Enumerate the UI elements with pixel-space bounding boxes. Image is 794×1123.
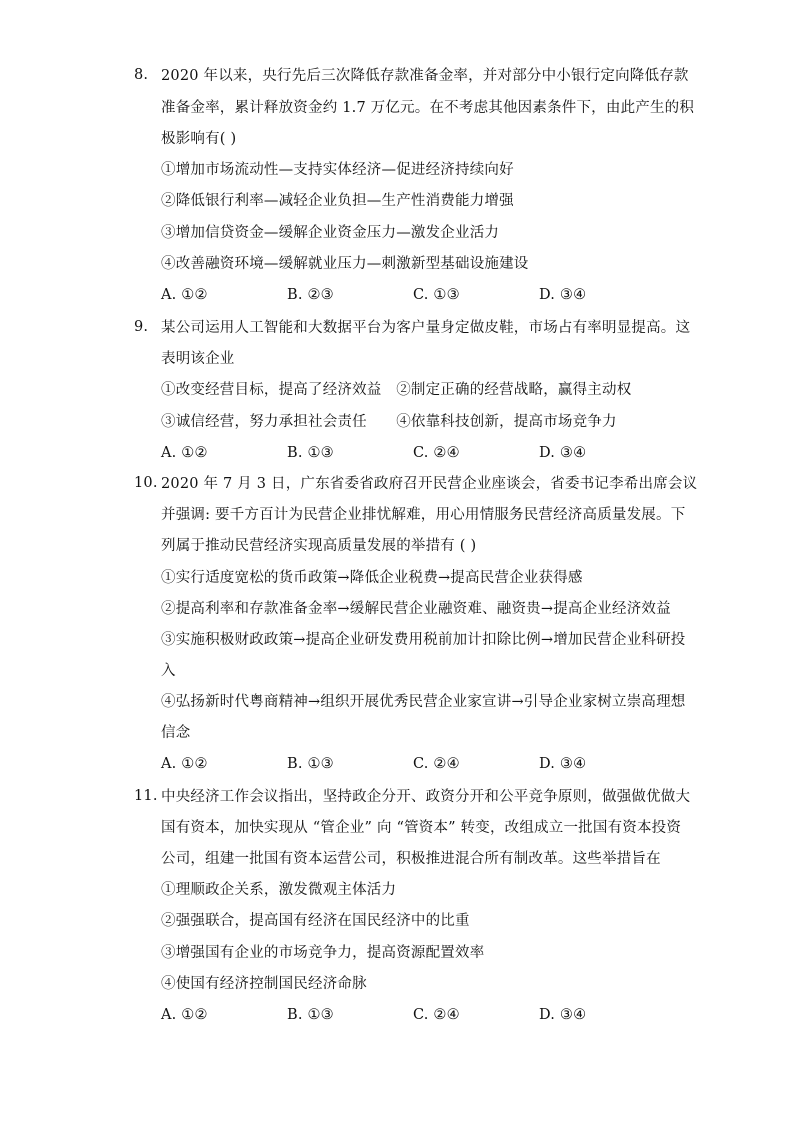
answer-choice-b[interactable]: B. ①③ — [287, 756, 334, 772]
answer-choice-a[interactable]: A. ①② — [161, 1007, 208, 1023]
question-stem-line: 并强调: 要千方百计为民营企业排忧解难，用心用情服务民营经济高质量发展。下 — [161, 507, 686, 523]
answer-choice-b[interactable]: B. ①③ — [287, 1007, 334, 1023]
answer-choice-c[interactable]: C. ②④ — [413, 1007, 460, 1023]
statement-option: ②降低银行利率—减轻企业负担—生产性消费能力增强 — [161, 193, 514, 209]
question-stem-line: 某公司运用人工智能和大数据平台为客户量身定做皮鞋，市场占有率明显提高。这 — [161, 320, 691, 336]
statement-option: ④使国有经济控制国民经济命脉 — [161, 976, 367, 992]
answer-choice-d[interactable]: D. ③④ — [539, 756, 587, 772]
statement-option: ③增强国有企业的市场竞争力，提高资源配置效率 — [161, 945, 485, 961]
statement-option: ②提高利率和存款准备金率→缓解民营企业融资难、融资贵→提高企业经济效益 — [161, 601, 671, 617]
statement-option: ①实行适度宽松的货币政策→降低企业税费→提高民营企业获得感 — [161, 570, 583, 586]
question-stem-line: 表明该企业 — [161, 351, 235, 367]
answer-choice-c[interactable]: C. ①③ — [413, 287, 460, 303]
answer-choice-d[interactable]: D. ③④ — [539, 445, 587, 461]
answer-choice-c[interactable]: C. ②④ — [413, 756, 460, 772]
question-stem-line: 2020 年以来，央行先后三次降低存款准备金率，并对部分中小银行定向降低存款 — [161, 68, 689, 84]
statement-option: ④弘扬新时代粤商精神→组织开展优秀民营企业家宣讲→引导企业家树立崇高理想 — [161, 694, 686, 710]
answer-choice-d[interactable]: D. ③④ — [539, 1007, 587, 1023]
statement-option: ③实施积极财政政策→提高企业研发费用税前加计扣除比例→增加民营企业科研投 — [161, 632, 686, 648]
question-stem-line: 2020 年 7 月 3 日，广东省委省政府召开民营企业座谈会，省委书记李希出席会议 — [161, 476, 698, 492]
question-stem-line: 列属于推动民营经济实现高质量发展的举措有 ( ) — [161, 538, 477, 554]
question-number: 8. — [134, 67, 149, 83]
answer-choice-a[interactable]: A. ①② — [161, 287, 208, 303]
question-stem-line: 中央经济工作会议指出，坚持政企分开、政资分开和公平竞争原则，做强做优做大 — [161, 789, 691, 805]
statement-option: ③诚信经营，努力承担社会责任 ④依靠科技创新，提高市场竞争力 — [161, 414, 617, 430]
question-number: 9. — [134, 319, 149, 335]
statement-option: ①理顺政企关系，激发微观主体活力 — [161, 882, 397, 898]
question-stem-line: 公司，组建一批国有资本运营公司，积极推进混合所有制改革。这些举措旨在 — [161, 851, 661, 867]
statement-option: ④改善融资环境—缓解就业压力—刺激新型基础设施建设 — [161, 256, 529, 272]
question-stem-line: 准备金率，累计释放资金约 1.7 万亿元。在不考虑其他因素条件下，由此产生的积 — [161, 100, 695, 116]
question-stem-line: 国有资本，加快实现从 “管企业” 向 “管资本” 转变，改组成立一批国有资本投资 — [161, 820, 682, 836]
statement-option: 信念 — [161, 725, 191, 741]
statement-option: ①增加市场流动性—支持实体经济—促进经济持续向好 — [161, 162, 514, 178]
answer-choice-d[interactable]: D. ③④ — [539, 287, 587, 303]
statement-option: 入 — [161, 663, 176, 679]
question-number: 11. — [134, 788, 158, 804]
statement-option: ③增加信贷资金—缓解企业资金压力—激发企业活力 — [161, 225, 500, 241]
statement-option: ①改变经营目标，提高了经济效益 ②制定正确的经营战略，赢得主动权 — [161, 382, 632, 398]
answer-choice-a[interactable]: A. ①② — [161, 445, 208, 461]
answer-choice-b[interactable]: B. ②③ — [287, 287, 334, 303]
answer-choice-c[interactable]: C. ②④ — [413, 445, 460, 461]
question-number: 10. — [134, 475, 158, 491]
answer-choice-a[interactable]: A. ①② — [161, 756, 208, 772]
answer-choice-b[interactable]: B. ①③ — [287, 445, 334, 461]
question-stem-line: 极影响有( ) — [161, 131, 237, 147]
statement-option: ②强强联合，提高国有经济在国民经济中的比重 — [161, 913, 470, 929]
